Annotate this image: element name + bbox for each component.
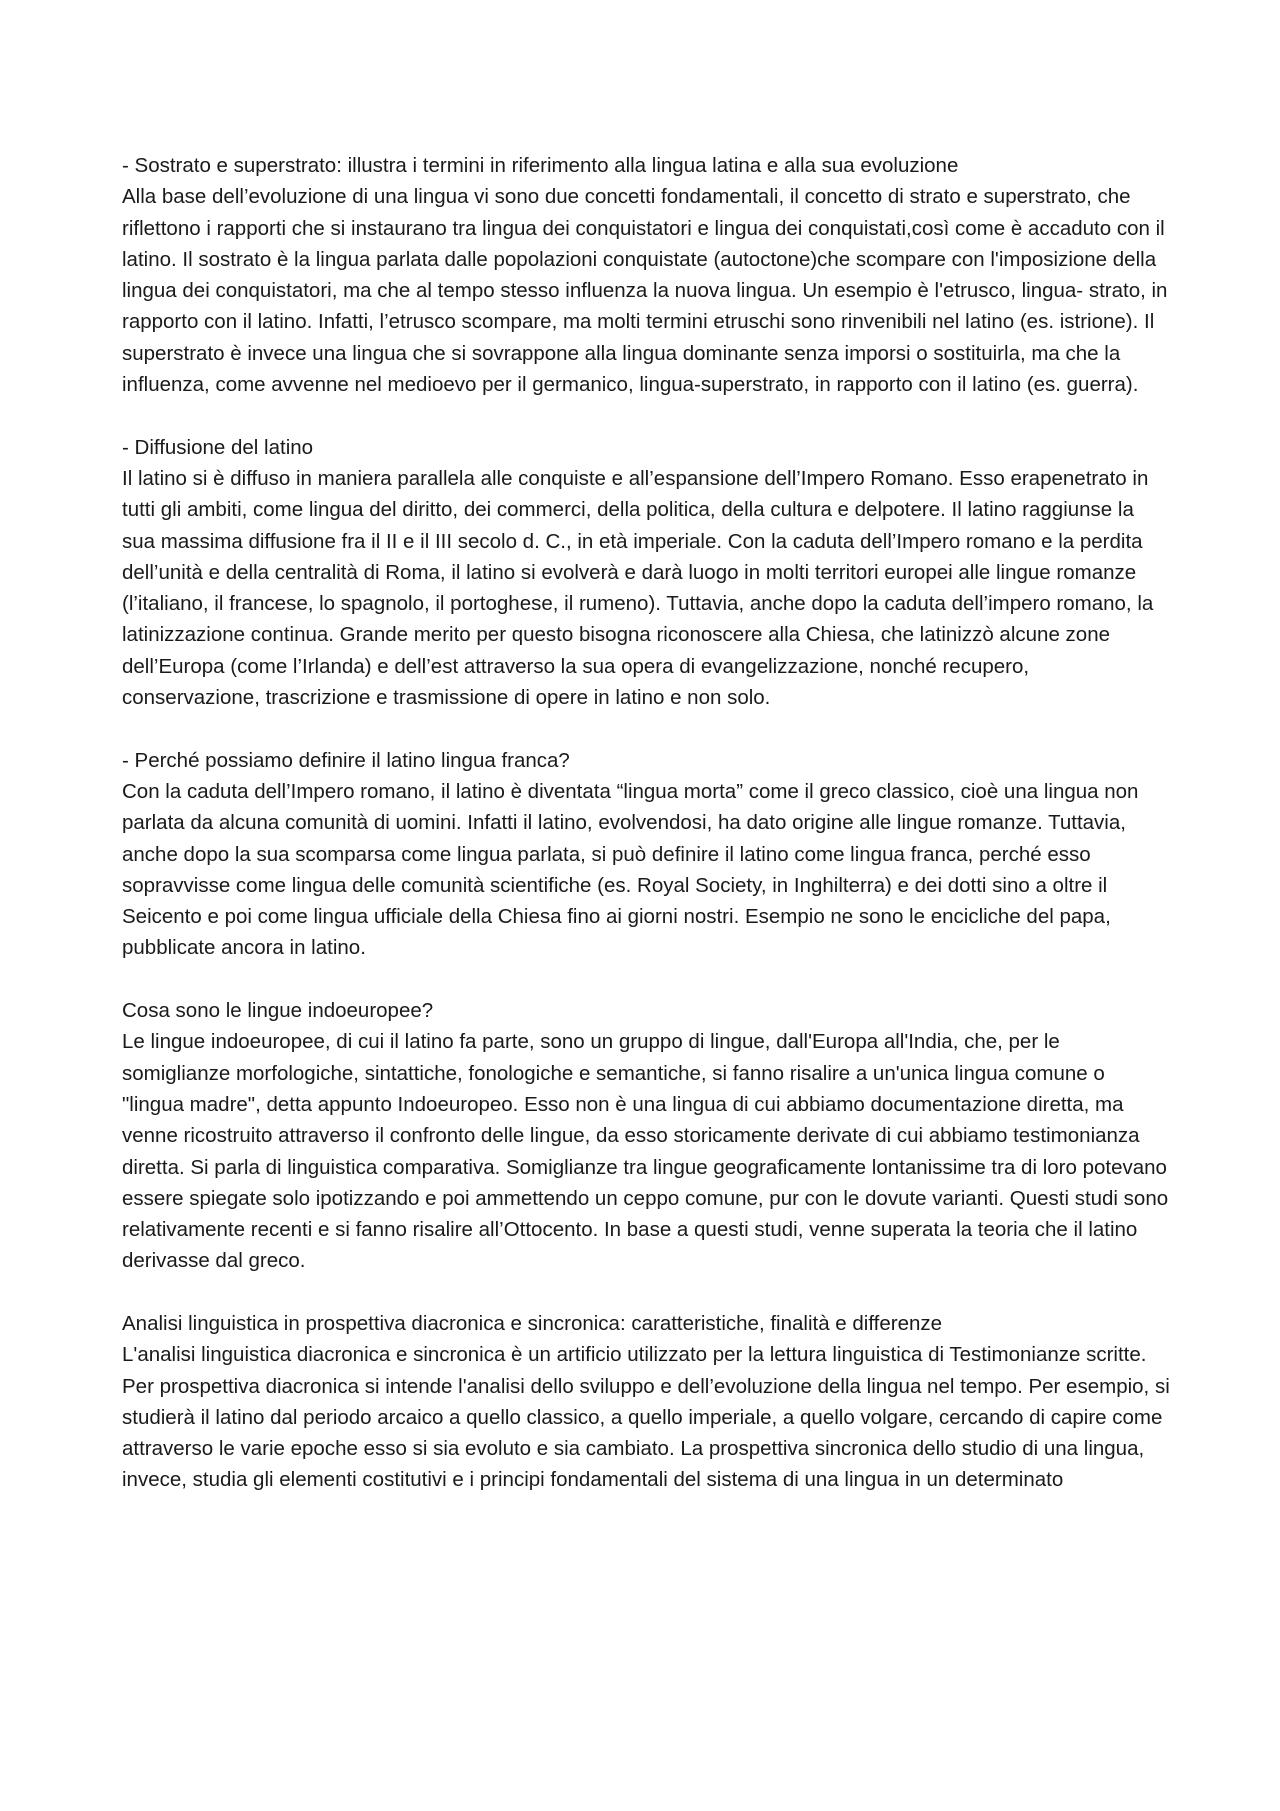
- section-heading: Analisi linguistica in prospettiva diacronica e sincronica: caratteristiche, finalità e differenze: [122, 1311, 943, 1335]
- document-page: [122, 150, 1172, 1527]
- section-heading: - Perché possiamo definire il latino lingua franca?: [122, 748, 570, 772]
- section-heading: - Sostrato e superstrato: illustra i termini in riferimento alla lingua latina e alla sua evoluzione: [122, 154, 959, 177]
- section-body: Con la caduta dell’Impero romano, il latino è diventata “lingua morta” come il greco classico, cioè una lingua non parlata da alcuna comunità di uomini. Infatti il latino, evolvendosi, ha dato origine alle lingue romanze. Tuttavia, anche dopo la sua scomparsa come lingua parlata, si può definire il latino come lingua franca, perché esso sopravvisse come lingua delle comunità scientifiche (es. Royal Society, in Inghilterra) e dei dotti sino a oltre il Seicento e poi come lingua ufficiale della Chiesa fino ai giorni nostri. Esempio ne sono le encicliche del papa, pubblicate ancora in latino.: [122, 779, 1139, 960]
- section-analisi-linguistica: [122, 1308, 1172, 1496]
- section-diffusione-latino: [122, 432, 1172, 714]
- section-sostrato-superstrato: [122, 150, 1172, 400]
- section-heading: - Diffusione del latino: [122, 435, 314, 459]
- section-body: Alla base dell’evoluzione di una lingua vi sono due concetti fondamentali, il concetto di strato e superstrato, che riflettono i rapporti che si instaurano tra lingua dei conquistatori e lingua dei conquistati,così come è accaduto con il latino. Il sostrato è la lingua parlata dalle popolazioni conquistate (autoctone)che scompare con l'imposizione della lingua dei conquistatori, ma che al tempo stesso influenza la nuova lingua. Un esempio è l'etrusco, lingua- strato, in rapporto con il latino. Infatti, l’etrusco scompare, ma molti termini etruschi sono rinvenibili nel latino (es. istrione). Il superstrato è invece una lingua che si sovrappone alla lingua dominante senza imporsi o sostituirla, ma che la influenza, come avvenne nel medioevo per il germanico, lingua-superstrato, in rapporto con il latino (es. guerra).: [122, 185, 1168, 397]
- section-heading: Cosa sono le lingue indoeuropee?: [122, 999, 434, 1023]
- section-body: Le lingue indoeuropee, di cui il latino fa parte, sono un gruppo di lingue, dall'Europa all'India, che, per le somiglianze morfologiche, sintattiche, fonologiche e semantiche, si fanno risalire a un'unica lingua comune o "lingua madre", detta appunto Indoeuropeo. Esso non è una lingua di cui abbiamo documentazione diretta, ma venne ricostruito attraverso il confronto delle lingue, da esso storicamente derivate di cui abbiamo testimonianza diretta. Si parla di linguistica comparativa. Somiglianze tra lingue geograficamente lontanissime tra di loro potevano essere spiegate solo ipotizzando e poi ammettendo un ceppo comune, pur con le dovute varianti. Questi studi sono relativamente recenti e si fanno risalire all’Ottocento. In base a questi studi, venne superata la teoria che il latino derivasse dal greco.: [122, 1030, 1169, 1273]
- section-body: L'analisi linguistica diacronica e sincronica è un artificio utilizzato per la lettura linguistica di Testimonianze scritte. Per prospettiva diacronica si intende l'analisi dello sviluppo e dell’evoluzione della lingua nel tempo. Per esempio, si studierà il latino dal periodo arcaico a quello classico, a quello imperiale, a quello volgare, cercando di capire come attraverso le varie epoche esso si sia evoluto e sia cambiato. La prospettiva sincronica dello studio di una lingua, invece, studia gli elementi costitutivi e i principi fondamentali del sistema di una lingua in un determinato: [122, 1343, 1170, 1492]
- section-lingua-franca: [122, 745, 1172, 964]
- section-body: Il latino si è diffuso in maniera parallela alle conquiste e all’espansione dell’Impero Romano. Esso erapenetrato in tutti gli ambiti, come lingua del diritto, dei commerci, della politica, della cultura e delpotere. Il latino raggiunse la sua massima diffusione fra il II e il III secolo d. C., in età imperiale. Con la caduta dell’Impero romano e la perdita dell’unità e della centralità di Roma, il latino si evolverà e darà luogo in molti territori europei alle lingue romanze (l’italiano, il francese, lo spagnolo, il portoghese, il rumeno). Tuttavia, anche dopo la caduta dell’impero romano, la latinizzazione continua. Grande merito per questo bisogna riconoscere alla Chiesa, che latinizzò alcune zone dell’Europa (come l’Irlanda) e dell’est attraverso la sua opera di evangelizzazione, nonché recupero, conservazione, trascrizione e trasmissione di opere in latino e non solo.: [122, 466, 1154, 710]
- section-lingue-indoeuropee: [122, 995, 1172, 1277]
